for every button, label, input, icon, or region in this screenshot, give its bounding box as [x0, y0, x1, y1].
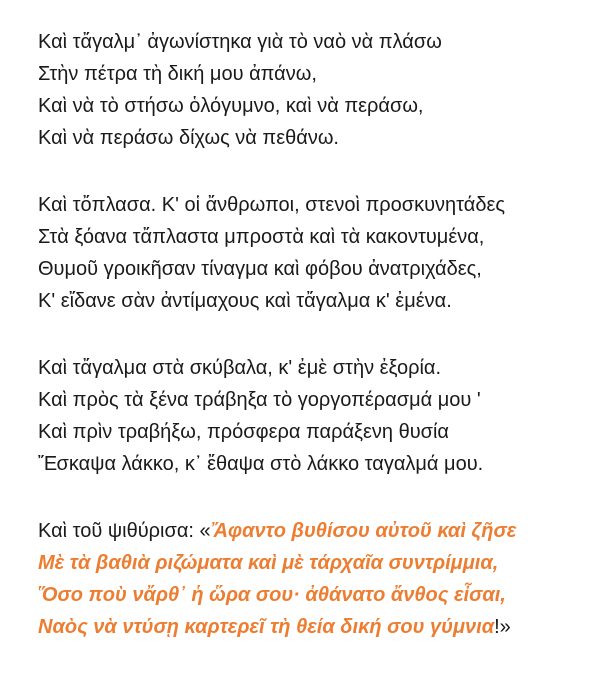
- stanza-4: [38, 515, 598, 643]
- poem-line: Στὰ ξόανα τἄπλαστα μπροστὰ καὶ τὰ κακοντυμένα,: [38, 226, 485, 248]
- poem-line-suffix: !»: [494, 616, 511, 638]
- highlighted-line: Ὅσο ποὺ νἄρθ᾿ ἡ ὥρα σου· ἀθάνατο ἄνθος εἶσαι,: [38, 584, 506, 606]
- poem-line: Κ' εἴδανε σὰν ἀντίμαχους καὶ τἄγαλμα κ' ἐμένα.: [38, 290, 452, 312]
- poem-line: Καὶ νὰ τὸ στήσω ὁλόγυμνο, καὶ νὰ περάσω,: [38, 95, 424, 117]
- poem: [38, 26, 598, 678]
- poem-line: Καὶ τἄγαλμ᾿ ἀγωνίστηκα γιὰ τὸ ναὸ νὰ πλάσω: [38, 31, 442, 53]
- stanza-1: [38, 26, 598, 154]
- poem-line-prefix: Καὶ τοῦ ψιθύρισα: «: [38, 520, 211, 542]
- poem-line: Στὴν πέτρα τὴ δική μου ἀπάνω,: [38, 63, 317, 85]
- poem-line: Καὶ πρὸς τὰ ξένα τράβηξα τὸ γοργοπέρασμά μου ': [38, 389, 481, 411]
- poem-line: Καὶ τἄγαλμα στὰ σκύβαλα, κ' ἐμὲ στὴν ἐξορία.: [38, 357, 442, 379]
- highlighted-line: Μὲ τὰ βαθιὰ ριζώματα καὶ μὲ τάρχαῖα συντρίμμια,: [38, 552, 499, 574]
- poem-line: [38, 515, 598, 547]
- highlighted-text: Ἄφαντο βυθίσου αὐτοῦ καὶ ζῆσε: [210, 520, 517, 542]
- poem-line: Ἔσκαψα λάκκο, κ᾿ ἔθαψα στὸ λάκκο ταγαλμά μου.: [38, 453, 484, 475]
- poem-line: Θυμοῦ γροικῆσαν τίναγμα καὶ φόβου ἀνατριχάδες,: [38, 258, 482, 280]
- stanza-3: [38, 352, 598, 480]
- stanza-2: [38, 189, 598, 317]
- poem-line: Καὶ νὰ περάσω δίχως νὰ πεθάνω.: [38, 127, 339, 149]
- poem-line: Καὶ πρὶν τραβήξω, πρόσφερα παράξενη θυσία: [38, 421, 449, 443]
- highlighted-text: Ναὸς νὰ ντύσῃ καρτερεῖ τὴ θεία δική σου γύμνια: [38, 616, 495, 638]
- poem-line: [38, 611, 598, 643]
- poem-line: Καὶ τὄπλασα. Κ' οἱ ἄνθρωποι, στενοὶ προσκυνητάδες: [38, 194, 506, 216]
